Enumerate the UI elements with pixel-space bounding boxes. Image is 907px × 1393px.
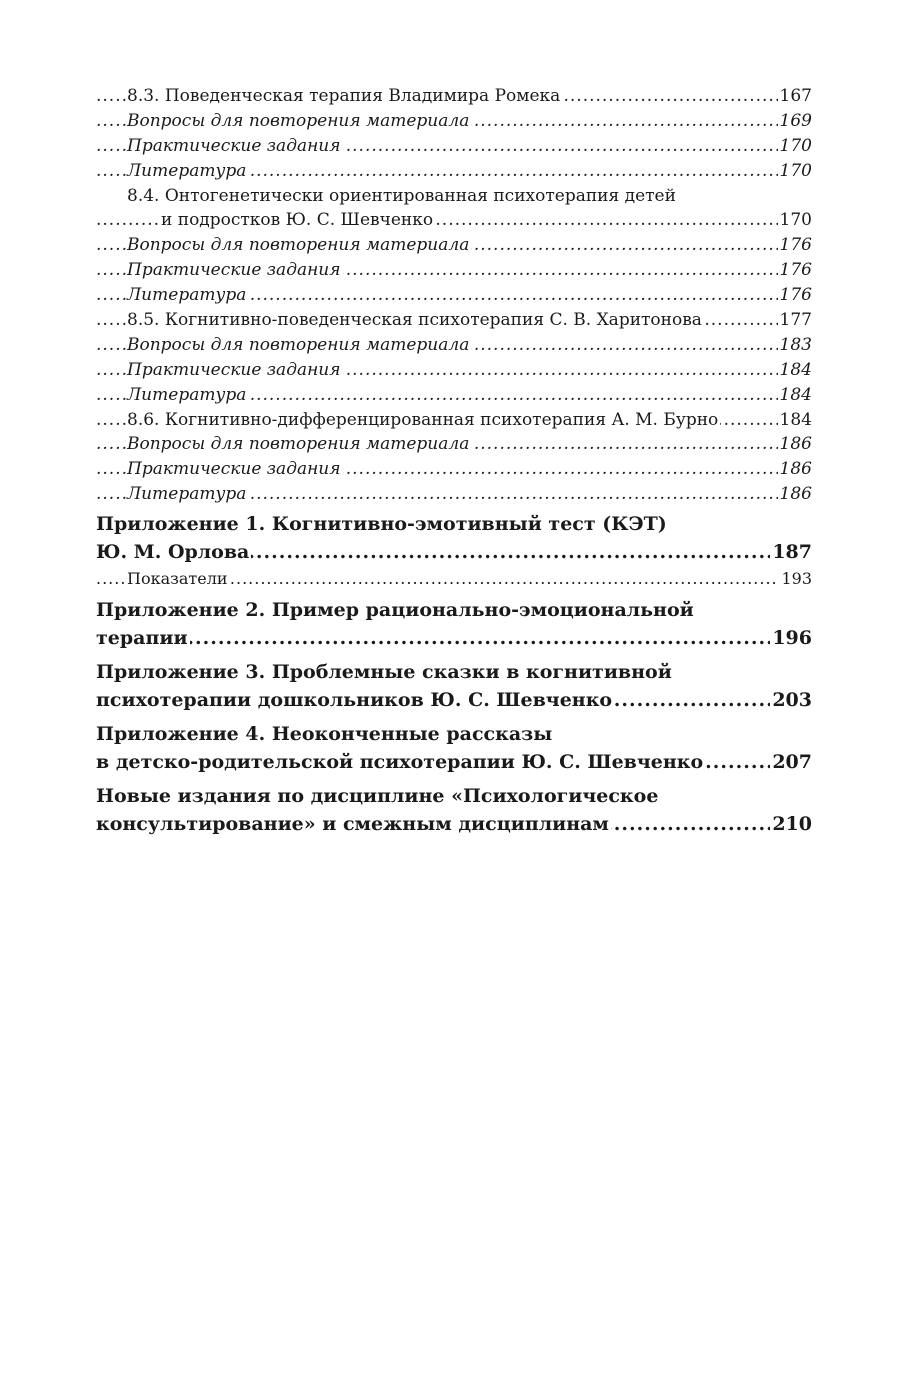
toc-entry-8-4-line1: 8.4. Онтогенетически ориентированная психотерапия детей: [127, 185, 676, 206]
toc-entry-title: 8.5. Когнитивно-поведенческая психотерапия С. В. Харитонова: [127, 310, 702, 331]
toc-entry-page: 184: [778, 408, 812, 433]
toc-entry-8-3: [96, 84, 812, 109]
toc-entry-title: Практические задания: [127, 260, 341, 281]
toc-new-editions-line1: Новые издания по дисциплине «Психологическое: [96, 785, 659, 808]
toc-entry-title: 8.6. Когнитивно-дифференцированная психотерапия А. М. Бурно: [127, 409, 719, 430]
toc-entry-title: Вопросы для повторения материала: [127, 110, 470, 131]
toc-entry-8-5: [96, 308, 812, 333]
toc-entry-page: 170: [778, 208, 812, 233]
toc-entry-page: 176: [778, 283, 812, 308]
toc-entry-page: 184: [778, 383, 812, 408]
toc-entry-8-6: [96, 408, 812, 433]
toc-entry-page: 177: [778, 308, 812, 333]
toc-entry-8-4-practice: [96, 258, 812, 283]
toc-entry-page: 203: [770, 686, 812, 714]
toc-entry-page: 170: [778, 134, 812, 159]
toc-entry-page: 184: [778, 358, 812, 383]
toc-entry-8-4-literature: [96, 283, 812, 308]
toc-entry-title: Практические задания: [127, 459, 341, 480]
toc-appendix-3: [96, 686, 812, 714]
toc-entry-8-3-practice: [96, 134, 812, 159]
toc-entry-page: 207: [770, 748, 812, 776]
toc-entry-page: 196: [770, 624, 812, 652]
toc-entry-8-5-questions: [96, 333, 812, 358]
toc-appendix-1-line1: Приложение 1. Когнитивно-эмотивный тест (КЭТ): [96, 513, 667, 536]
toc-entry-title: Вопросы для повторения материала: [127, 334, 470, 355]
toc-entry-page: 169: [778, 109, 812, 134]
toc-entry-8-3-literature: [96, 159, 812, 184]
toc-entry-title: Вопросы для повторения материала: [127, 434, 470, 455]
toc-entry-title: Ю. М. Орлова: [96, 541, 250, 564]
toc-entry-title: терапии: [96, 627, 188, 650]
toc-entry-title: Литература: [127, 285, 247, 306]
toc-entry-page: 186: [778, 482, 812, 507]
toc-entry-page: 176: [778, 233, 812, 258]
toc-entry-page: 187: [770, 538, 812, 566]
toc-entry-title: и подростков Ю. С. Шевченко: [161, 210, 434, 231]
toc-entry-title: 8.3. Поведенческая терапия Владимира Ромека: [127, 86, 561, 106]
toc-entry-8-4-questions: [96, 233, 812, 258]
toc-appendix-3-line1: Приложение 3. Проблемные сказки в когнитивной: [96, 661, 672, 684]
toc-entry-8-3-questions: [96, 109, 812, 134]
toc-entry-title: Литература: [127, 484, 247, 505]
toc-entry-8-6-practice: [96, 457, 812, 482]
toc-entry-8-6-literature: [96, 482, 812, 507]
toc-appendix-2: [96, 624, 812, 652]
toc-entry-page: 210: [770, 810, 812, 838]
toc-entry-8-5-practice: [96, 358, 812, 383]
toc-entry-page: 193: [779, 566, 812, 592]
toc-entry-8-5-literature: [96, 383, 812, 408]
toc-entry-title: Практические задания: [127, 359, 341, 380]
table-of-contents: [96, 84, 812, 844]
toc-entry-title: Показатели: [127, 569, 228, 589]
toc-entry-page: 176: [778, 258, 812, 283]
toc-entry-title: Литература: [127, 160, 247, 181]
toc-new-editions: [96, 810, 812, 838]
toc-entry-8-6-questions: [96, 432, 812, 457]
toc-appendix-1: [96, 538, 812, 566]
toc-entry-page: 167: [778, 84, 812, 109]
toc-entry-title: Практические задания: [127, 135, 341, 156]
toc-appendix-1-indicators: [96, 566, 812, 592]
toc-entry-title: Литература: [127, 384, 247, 405]
toc-entry-page: 183: [778, 333, 812, 358]
toc-entry-page: 186: [778, 432, 812, 457]
toc-entry-title: в детско-родительской психотерапии Ю. С. Шевченко: [96, 751, 704, 774]
toc-appendix-2-line1: Приложение 2. Пример рационально-эмоциональной: [96, 599, 694, 622]
toc-entry-title: Вопросы для повторения материала: [127, 235, 470, 256]
toc-entry-title: консультирование» и смежным дисциплинам: [96, 813, 609, 836]
toc-entry-title: психотерапии дошкольников Ю. С. Шевченко: [96, 689, 613, 712]
toc-entry-page: 186: [778, 457, 812, 482]
toc-entry-page: 170: [778, 159, 812, 184]
toc-appendix-4-line1: Приложение 4. Неоконченные рассказы: [96, 723, 553, 746]
toc-entry-8-4: [96, 208, 812, 233]
toc-appendix-4: [96, 748, 812, 776]
